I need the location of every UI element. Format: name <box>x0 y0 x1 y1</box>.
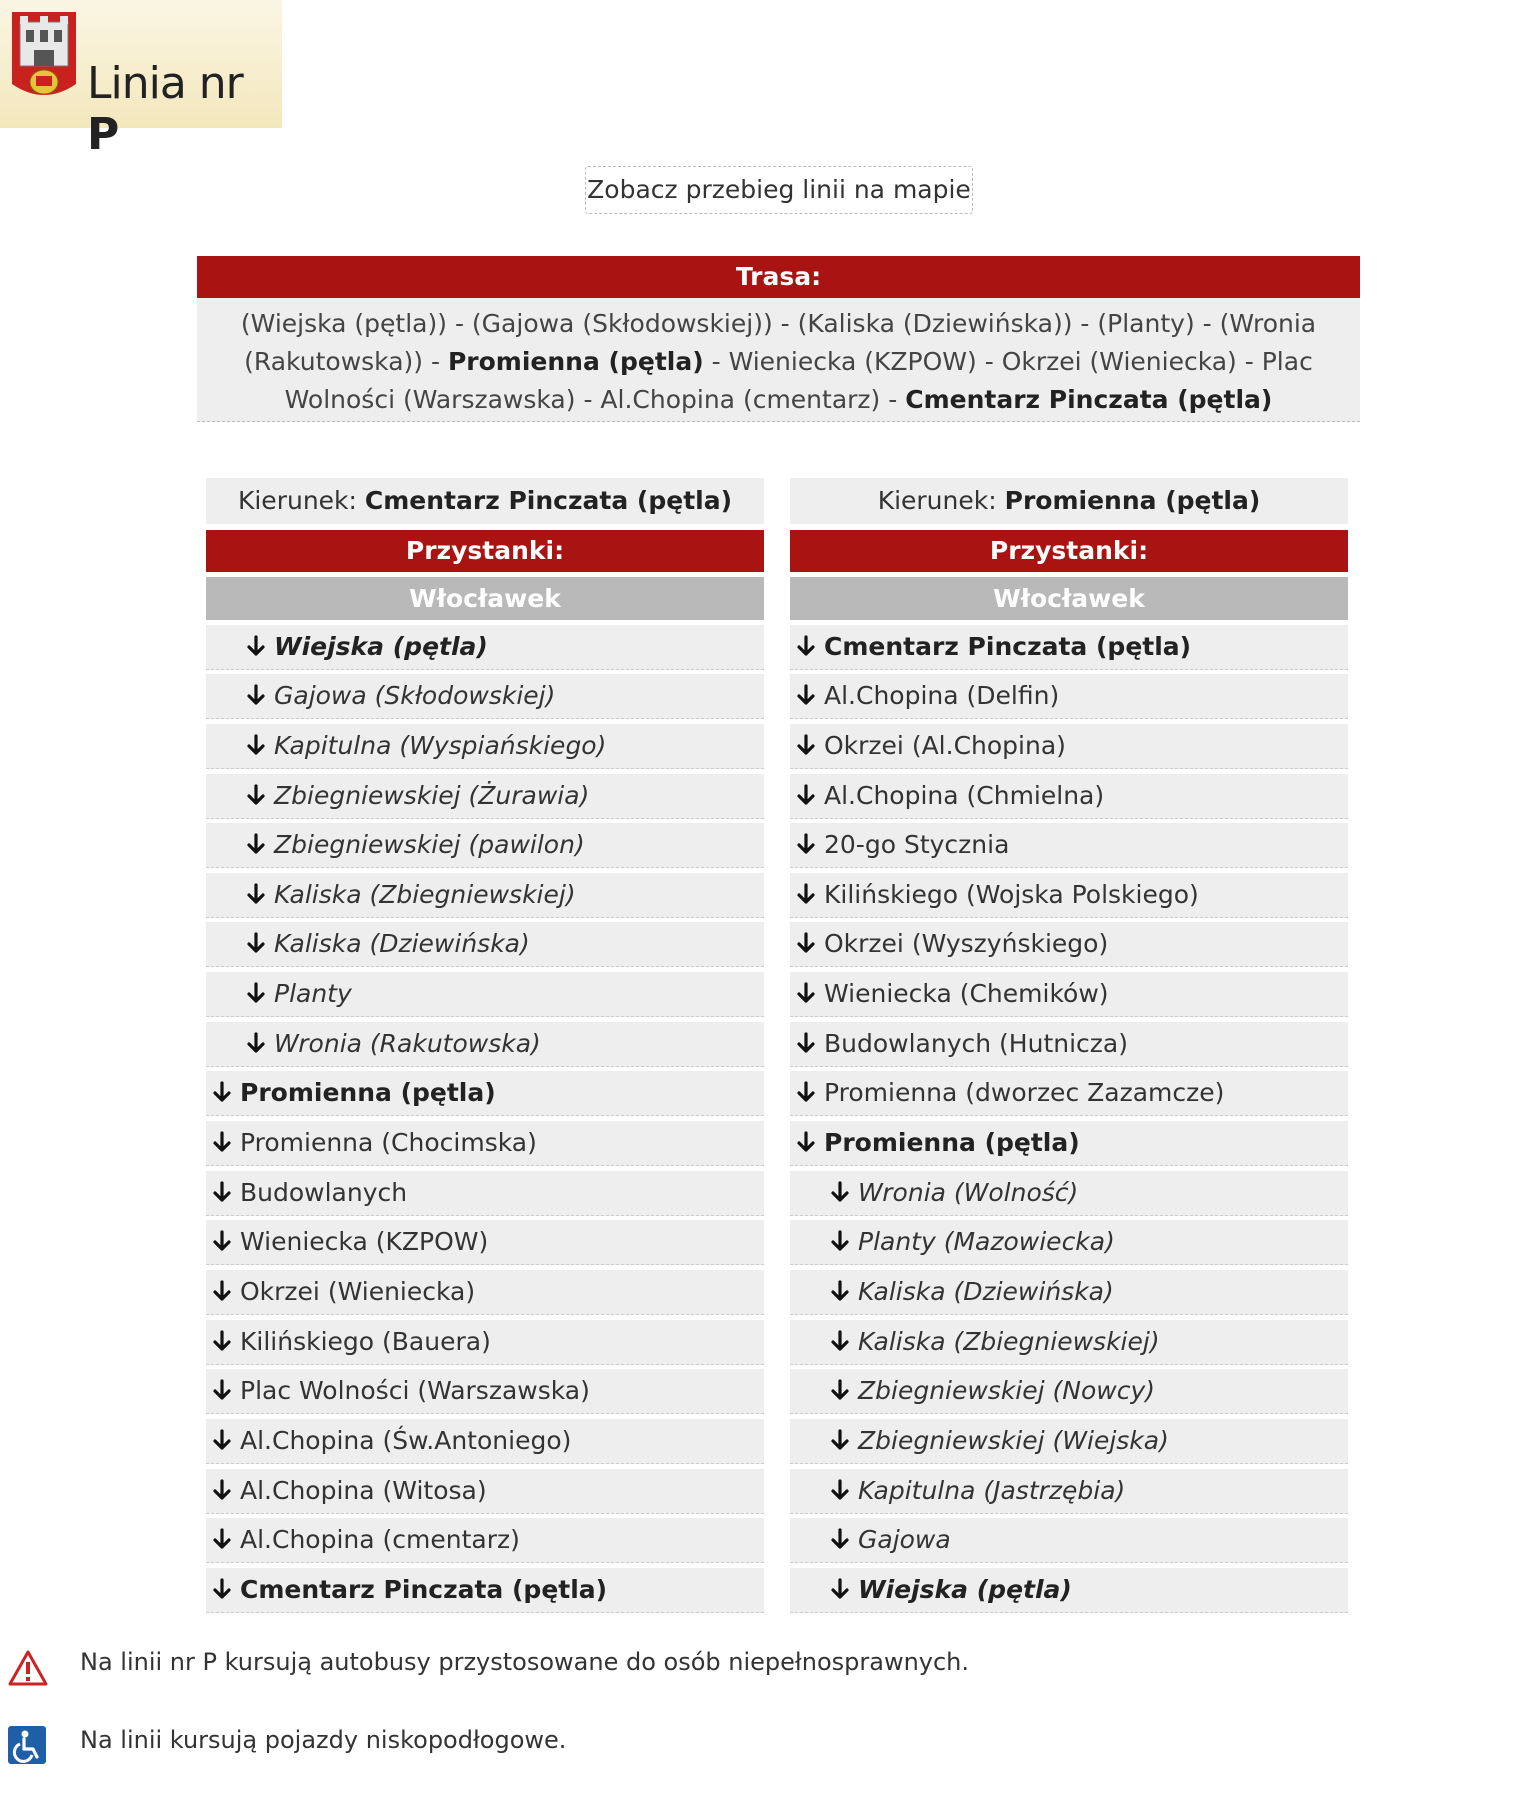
stop-row[interactable] <box>790 1419 1348 1464</box>
route-stop: (Kaliska (Dziewińska)) <box>797 309 1073 338</box>
arrow-down-icon <box>212 1181 232 1203</box>
stop-name[interactable]: Al.Chopina (Św.Antoniego) <box>240 1425 572 1455</box>
stop-row[interactable] <box>790 873 1348 918</box>
arrow-down-icon <box>212 1081 232 1103</box>
arrow-down-icon <box>246 932 266 954</box>
arrow-down-icon <box>830 1379 850 1401</box>
stop-row[interactable] <box>206 1121 764 1166</box>
stop-name[interactable]: Kapitulna (Jastrzębia) <box>858 1475 1126 1505</box>
route-stop: Plac Wolności (Warszawska) <box>284 347 1313 414</box>
stop-row[interactable] <box>206 1518 764 1563</box>
stop-row[interactable] <box>206 873 764 918</box>
route-stop: (Planty) <box>1097 309 1195 338</box>
stop-name[interactable]: Wronia (Rakutowska) <box>274 1028 541 1058</box>
direction-header: Kierunek: Cmentarz Pinczata (pętla) <box>206 478 764 524</box>
stop-name[interactable]: 20-go Stycznia <box>824 830 1010 860</box>
stop-row[interactable] <box>206 724 764 769</box>
route-stop: Okrzei (Wieniecka) <box>1001 347 1237 376</box>
stop-row[interactable] <box>206 1369 764 1414</box>
stop-name[interactable]: Kilińskiego (Bauera) <box>240 1326 491 1356</box>
stop-name[interactable]: Wieniecka (Chemików) <box>824 979 1109 1009</box>
stop-name[interactable]: Kilińskiego (Wojska Polskiego) <box>824 879 1199 909</box>
stop-name[interactable]: Zbiegniewskiej (Żurawia) <box>274 780 590 810</box>
stop-name[interactable]: Cmentarz Pinczata (pętla) <box>240 1574 608 1604</box>
arrow-down-icon <box>212 1429 232 1451</box>
stop-row[interactable] <box>790 1171 1348 1216</box>
stop-row[interactable] <box>206 1171 764 1216</box>
route-stop: (Gajowa (Skłodowskiej)) <box>471 309 773 338</box>
arrow-down-icon <box>212 1578 232 1600</box>
stop-name[interactable]: Al.Chopina (Delfin) <box>824 681 1060 711</box>
stop-name[interactable]: Budowlanych <box>240 1177 408 1207</box>
route-separator: - <box>976 347 1002 376</box>
stop-name[interactable]: Gajowa <box>858 1525 951 1555</box>
arrow-down-icon <box>796 635 816 657</box>
arrow-down-icon <box>212 1479 232 1501</box>
route-separator: - <box>703 347 729 376</box>
route-separator: - <box>575 385 601 414</box>
arrow-down-icon <box>246 684 266 706</box>
city-name: Włocławek <box>790 577 1348 620</box>
arrow-down-icon <box>830 1528 850 1550</box>
route-separator: - <box>880 385 906 414</box>
arrow-down-icon <box>796 932 816 954</box>
stop-row[interactable] <box>206 1568 764 1613</box>
arrow-down-icon <box>796 982 816 1004</box>
warning-icon <box>8 1650 48 1686</box>
stop-list <box>790 625 1348 1613</box>
stop-row[interactable] <box>790 922 1348 967</box>
stop-row[interactable] <box>790 774 1348 819</box>
arrow-down-icon <box>830 1479 850 1501</box>
stops-heading: Przystanki: <box>206 530 764 572</box>
stop-row[interactable] <box>790 823 1348 868</box>
stop-name[interactable]: Okrzei (Wyszyńskiego) <box>824 929 1109 959</box>
stop-row[interactable] <box>790 1320 1348 1365</box>
stop-name[interactable]: Zbiegniewskiej (pawilon) <box>274 830 585 860</box>
stop-row[interactable] <box>790 1121 1348 1166</box>
stop-name[interactable]: Promienna (pętla) <box>240 1078 496 1108</box>
arrow-down-icon <box>212 1230 232 1252</box>
notice-text: Na linii nr P kursują autobusy przystosowane do osób niepełnosprawnych. <box>80 1648 970 1676</box>
arrow-down-icon <box>246 734 266 756</box>
wheelchair-icon <box>8 1726 46 1764</box>
map-link-button[interactable]: Zobacz przebieg linii na mapie <box>585 166 973 214</box>
stop-row[interactable] <box>206 774 764 819</box>
page-title: Linia nr P <box>87 58 243 160</box>
line-number: P <box>87 109 119 160</box>
stop-name[interactable]: Wronia (Wolność) <box>858 1177 1079 1207</box>
arrow-down-icon <box>246 784 266 806</box>
stop-row[interactable] <box>790 1568 1348 1613</box>
stop-row[interactable] <box>790 1270 1348 1315</box>
route-separator: - <box>772 309 798 338</box>
arrow-down-icon <box>796 833 816 855</box>
arrow-down-icon <box>796 1131 816 1153</box>
stop-row[interactable] <box>790 674 1348 719</box>
arrow-down-icon <box>796 1032 816 1054</box>
arrow-down-icon <box>830 1429 850 1451</box>
stops-heading: Przystanki: <box>790 530 1348 572</box>
stop-name[interactable]: Wiejska (pętla) <box>858 1574 1072 1604</box>
stop-row[interactable] <box>206 972 764 1017</box>
arrow-down-icon <box>246 1032 266 1054</box>
stop-name[interactable]: Okrzei (Wieniecka) <box>240 1276 476 1306</box>
arrow-down-icon <box>212 1131 232 1153</box>
stop-row[interactable] <box>206 1270 764 1315</box>
stop-row[interactable] <box>790 724 1348 769</box>
stop-row[interactable] <box>206 922 764 967</box>
stop-name[interactable]: Al.Chopina (cmentarz) <box>240 1525 520 1555</box>
stop-name[interactable]: Zbiegniewskiej (Wiejska) <box>858 1425 1169 1455</box>
arrow-down-icon <box>830 1280 850 1302</box>
stop-row[interactable] <box>206 625 764 670</box>
stop-row[interactable] <box>206 1071 764 1116</box>
stop-name[interactable]: Okrzei (Al.Chopina) <box>824 730 1066 760</box>
route-separator: - <box>1072 309 1098 338</box>
stop-name[interactable]: Al.Chopina (Witosa) <box>240 1475 487 1505</box>
stop-row[interactable] <box>206 1320 764 1365</box>
stop-name[interactable]: Promienna (pętla) <box>824 1128 1080 1158</box>
route-heading: Trasa: <box>197 256 1360 298</box>
arrow-down-icon <box>212 1280 232 1302</box>
stop-name[interactable]: Planty <box>274 979 352 1009</box>
direction-header: Kierunek: Promienna (pętla) <box>790 478 1348 524</box>
stop-row[interactable] <box>206 1469 764 1514</box>
stop-list <box>206 625 764 1613</box>
stop-name[interactable]: Wiejska (pętla) <box>274 631 488 661</box>
direction-column-promienna <box>790 478 1348 1613</box>
route-stop: (Wronia (Rakutowska)) <box>244 309 1317 376</box>
stop-name[interactable]: Wieniecka (KZPOW) <box>240 1227 489 1257</box>
arrow-down-icon <box>830 1330 850 1352</box>
stop-name[interactable]: Kaliska (Dziewińska) <box>858 1276 1114 1306</box>
stop-row[interactable] <box>790 625 1348 670</box>
stop-row[interactable] <box>790 972 1348 1017</box>
route-separator: - <box>447 309 472 338</box>
arrow-down-icon <box>212 1330 232 1352</box>
route-stop: Promienna (pętla) <box>447 347 704 376</box>
stop-row[interactable] <box>790 1469 1348 1514</box>
stop-row[interactable] <box>790 1518 1348 1563</box>
arrow-down-icon <box>212 1528 232 1550</box>
arrow-down-icon <box>796 1081 816 1103</box>
stop-name[interactable]: Gajowa (Skłodowskiej) <box>274 681 556 711</box>
stop-name[interactable]: Plac Wolności (Warszawska) <box>240 1376 590 1406</box>
route-stop: Wieniecka (KZPOW) <box>728 347 977 376</box>
stop-name[interactable]: Kapitulna (Wyspiańskiego) <box>274 730 607 760</box>
notice-text: Na linii kursują pojazdy niskopodłogowe. <box>80 1726 567 1754</box>
direction-column-cmentarz <box>206 478 764 1613</box>
stop-name[interactable]: Planty (Mazowiecka) <box>858 1227 1115 1257</box>
city-name: Włocławek <box>206 577 764 620</box>
arrow-down-icon <box>212 1379 232 1401</box>
route-separator: - <box>1236 347 1262 376</box>
route-stop: Cmentarz Pinczata (pętla) <box>905 385 1273 414</box>
arrow-down-icon <box>246 635 266 657</box>
city-crest-icon <box>10 12 78 104</box>
arrow-down-icon <box>246 883 266 905</box>
route-separator: - <box>1194 309 1220 338</box>
stop-row[interactable] <box>790 1369 1348 1414</box>
route-separator: - <box>423 347 448 376</box>
stop-row[interactable] <box>206 1022 764 1067</box>
stop-name[interactable]: Promienna (Chocimska) <box>240 1128 537 1158</box>
stop-name[interactable]: Al.Chopina (Chmielna) <box>824 780 1105 810</box>
stop-name[interactable]: Kaliska (Zbiegniewskiej) <box>858 1326 1160 1356</box>
arrow-down-icon <box>796 684 816 706</box>
arrow-down-icon <box>246 982 266 1004</box>
stop-row[interactable] <box>790 1071 1348 1116</box>
arrow-down-icon <box>830 1230 850 1252</box>
stop-name[interactable]: Zbiegniewskiej (Nowcy) <box>858 1376 1156 1406</box>
stop-row[interactable] <box>790 1220 1348 1265</box>
stop-row[interactable] <box>206 674 764 719</box>
arrow-down-icon <box>796 784 816 806</box>
stop-name[interactable]: Kaliska (Zbiegniewskiej) <box>274 879 576 909</box>
stop-name[interactable]: Promienna (dworzec Zazamcze) <box>824 1078 1225 1108</box>
page-header <box>0 0 282 160</box>
stop-name[interactable]: Budowlanych (Hutnicza) <box>824 1028 1128 1058</box>
arrow-down-icon <box>830 1181 850 1203</box>
arrow-down-icon <box>796 883 816 905</box>
stop-row[interactable] <box>206 1220 764 1265</box>
arrow-down-icon <box>796 734 816 756</box>
route-description <box>197 298 1360 422</box>
stop-name[interactable]: Cmentarz Pinczata (pętla) <box>824 631 1192 661</box>
stop-row[interactable] <box>206 823 764 868</box>
arrow-down-icon <box>830 1578 850 1600</box>
route-stop: Al.Chopina (cmentarz) <box>600 385 881 414</box>
route-stop: (Wiejska (pętla)) <box>240 309 447 338</box>
stop-name[interactable]: Kaliska (Dziewińska) <box>274 929 530 959</box>
arrow-down-icon <box>246 833 266 855</box>
stop-row[interactable] <box>790 1022 1348 1067</box>
stop-row[interactable] <box>206 1419 764 1464</box>
